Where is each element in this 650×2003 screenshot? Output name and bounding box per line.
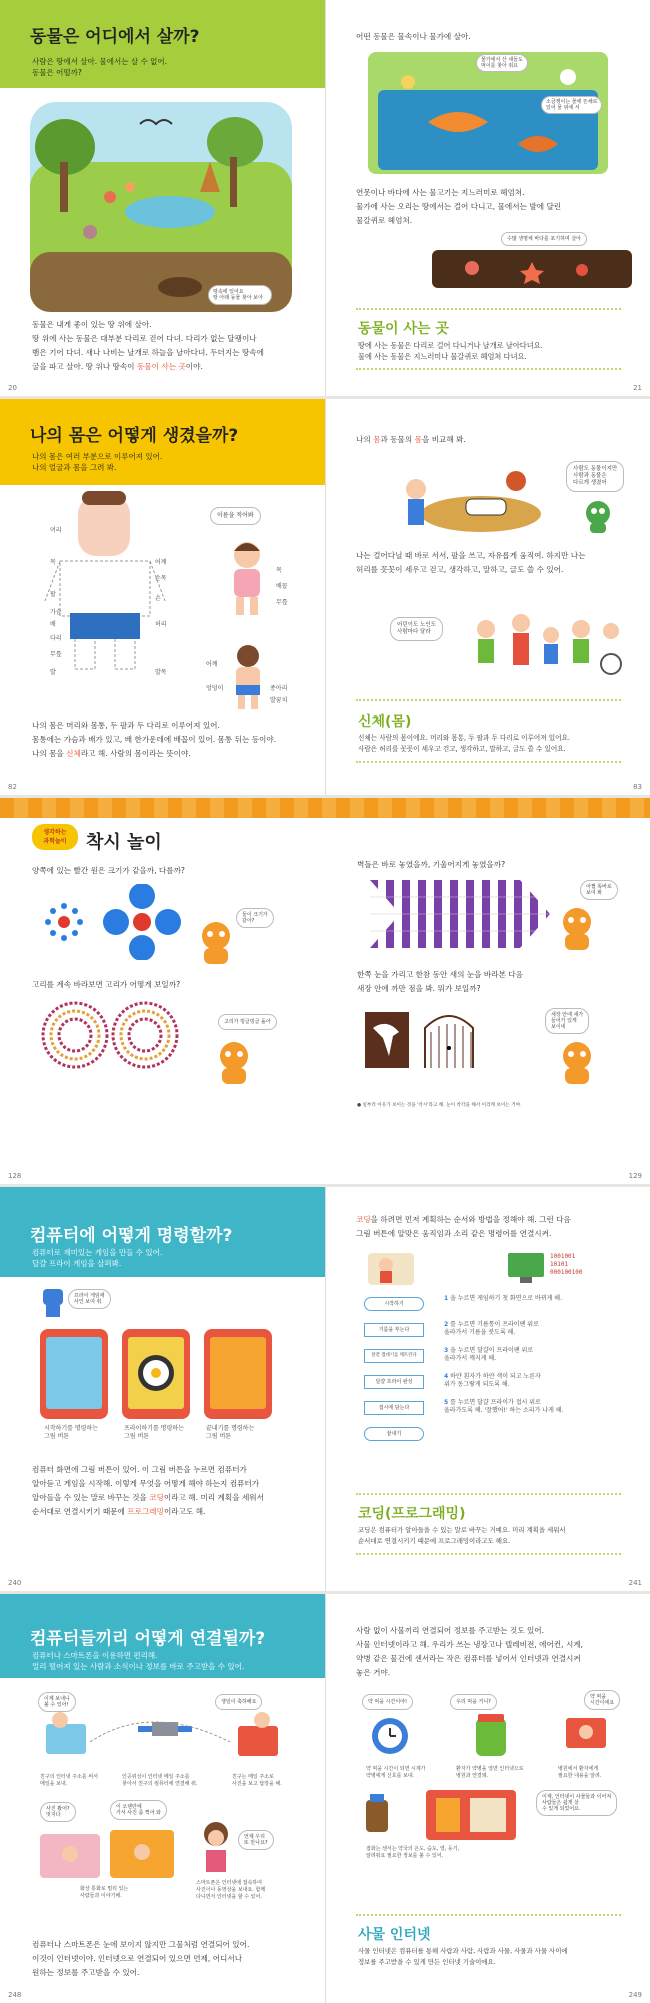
caption-clock	[366, 1766, 426, 1780]
page-number: 248	[8, 1991, 22, 1999]
step-4-text-2: 위가 동그랗게 되도록 해.	[444, 1381, 510, 1388]
flow-step-2: 기름을 부는다	[364, 1323, 424, 1337]
top-line-1: 사람 없이 사물끼리 연결되어 정보를 주고받는 것도 있어.	[356, 1626, 545, 1635]
people-illustration	[466, 609, 626, 679]
caption-satellite	[122, 1774, 198, 1788]
tablet-end-screen	[210, 1337, 266, 1409]
page-number: 129	[628, 1172, 642, 1180]
caption-smartphone-line-3: 다니면서 인터넷을 할 수 있어.	[196, 1894, 262, 1900]
page-title: 동물은 어디에서 살까?	[30, 27, 200, 47]
page-number: 83	[633, 783, 642, 791]
iot-bubble-3	[584, 1690, 620, 1710]
caption-videocall-line-1: 화상 통화로 멀리 있는	[80, 1886, 129, 1892]
page-number: 249	[628, 1991, 642, 1999]
page-83	[325, 399, 650, 795]
term-divider-top	[356, 308, 621, 310]
body-line-3-end: 이라고 해. 미리 계획을 세워서	[163, 1493, 264, 1502]
top-text-a: 나의	[356, 435, 374, 444]
step-4-text: 하얀 흰자가 하얀 색이 되고 노른자	[450, 1373, 541, 1380]
top-hl: 코딩	[356, 1215, 371, 1224]
habitat-illustration	[30, 102, 292, 312]
caption-start-line-2: 그림 버튼	[44, 1433, 70, 1440]
tablet-fry-screen	[128, 1337, 184, 1409]
pond-note-line-2: 먹이를 찾아 줘요	[481, 63, 518, 69]
caption-clock-line-2: 약병에게 신호를 보내.	[366, 1773, 415, 1779]
body-line-2: 몸통에는 가슴과 배가 있고, 배 한가운데에 배꼽이 있어. 몸통 뒤는 등이야.	[32, 735, 277, 744]
body-text-right	[356, 549, 641, 577]
compare-bubble-line-1: 사람도 동물이지만	[573, 466, 618, 472]
term-divider-bottom	[356, 1553, 621, 1555]
body-line-1: 컴퓨터 화면에 그림 버튼이 있어. 이 그림 버튼을 누르면 컴퓨터가	[32, 1465, 247, 1474]
page-title: 컴퓨터들끼리 어떻게 연결될까?	[30, 1629, 266, 1649]
tiger-mascot-icon-3	[557, 904, 597, 952]
animals-compare-illustration	[396, 459, 556, 539]
scene-note-line-2: 땅 아래 동물 찾아 보아	[213, 295, 263, 301]
computer-illustration	[506, 1251, 546, 1285]
compare-bubble-line-3: 다르게 생겼어	[573, 480, 607, 486]
body-line-1: 나의 몸은 머리와 몸통, 두 팔과 두 다리로 이루어져 있어.	[32, 721, 220, 730]
smartphone-girl-illustration	[196, 1820, 236, 1874]
step-1	[444, 1295, 562, 1303]
step-5	[444, 1399, 564, 1415]
label-wrist: 손목	[155, 575, 167, 582]
compare-bubble	[566, 461, 624, 492]
body-line-4-end: 이라고도 해.	[163, 1507, 206, 1516]
illusion-bubble-2: 고리가 빙글빙글 돌아	[218, 1014, 277, 1030]
people-bubble-line-1: 어린이도 노인도	[397, 622, 436, 628]
step-2-text: 를 누르면 기름통이 프라이팬 위로	[450, 1321, 539, 1328]
fried-egg-icon	[128, 1337, 184, 1409]
body-text	[32, 318, 302, 374]
girl-label-navel: 배꼽	[276, 583, 288, 590]
caption-smartphone-line-2: 사진이나 동영상을 보내요. 함께	[196, 1887, 266, 1893]
page-249	[325, 1594, 650, 2003]
body-line-4-text: 굴을 파고 살아. 땅 위나 땅속이	[32, 362, 137, 371]
net-bubble-4	[110, 1800, 167, 1820]
flow-step-4: 달걀 프라이 완성	[364, 1375, 424, 1389]
caption-pillbottle-line-1: 환자가 약병을 열면 인터넷으로	[456, 1766, 524, 1772]
body-line-3	[32, 1491, 317, 1505]
rotating-rings-illusion	[40, 1000, 180, 1070]
term-definition	[358, 1525, 618, 1547]
term-def-line-1: 땅에 사는 동물은 다리로 걸어 다니거나 날개로 날아다녀요.	[358, 341, 543, 350]
top-line-4: 놓은 거야.	[356, 1668, 391, 1677]
game-bubble-line-2: 사인 보여 줘	[74, 1299, 102, 1305]
illusion-bubble-3-line-2: 보여 봐	[586, 890, 603, 896]
illusion-bubble-3	[580, 880, 618, 900]
top-hl-1: 몸	[373, 435, 381, 444]
step-1-num: 1	[444, 1295, 449, 1302]
body-text	[32, 1463, 317, 1519]
label-arm: 팔	[50, 591, 56, 598]
top-text	[356, 433, 466, 447]
back-label-shoulder: 어깨	[206, 661, 218, 668]
illusion-bubble-4-line-2: 들어가 있게	[551, 1018, 577, 1024]
body-right-line-1: 연못이나 바다에 사는 물고기는 지느러미로 헤엄쳐.	[356, 188, 525, 197]
step-3-text-2: 올라가서 깨지게 해.	[444, 1355, 497, 1362]
page-129	[325, 798, 650, 1184]
page-248	[0, 1594, 325, 2003]
net-bubble-4-line-1: 이 오랜만에	[116, 1804, 142, 1810]
intro-line-1: 사람은 땅에서 살아. 물에서는 살 수 없어.	[32, 57, 167, 66]
net-bubble-3	[40, 1802, 76, 1822]
label-waist: 허리	[155, 621, 167, 628]
highlight-term: 신체	[66, 749, 81, 758]
caption-fry-line-2: 그림 버튼	[124, 1433, 150, 1440]
top-line-1-text: 을 하려면 먼저 계획하는 순서와 방법을 정해야 해. 그런 다음	[370, 1215, 571, 1224]
flow-step-5: 접시에 담는다	[364, 1401, 424, 1415]
page-title: 나의 몸은 어떻게 생겼을까?	[30, 426, 239, 446]
label-belly: 배	[50, 621, 56, 628]
illusion-bubble-4	[545, 1008, 589, 1034]
step-2-text-2: 올라가서 기름을 붓도록 해.	[444, 1329, 516, 1336]
iot-bubble-4-line-2: 사람들은 쉽게 살	[542, 1800, 579, 1806]
caption-satellite-line-2: 찾아서 친구의 컴퓨터에 연결해 줘.	[122, 1781, 198, 1787]
page-number: 20	[8, 384, 17, 392]
label-head: 머리	[50, 527, 62, 534]
seabed-illustration	[432, 250, 632, 288]
label-foot: 발	[50, 669, 56, 676]
spread-coding	[0, 1187, 650, 1591]
net-bubble-5-line-1: 언제 우리	[244, 1834, 265, 1840]
caption-start	[44, 1425, 98, 1441]
girl-label-knee: 무릎	[276, 599, 288, 606]
top-line-1	[356, 1213, 641, 1227]
iot-bubble-4-line-3: 수 있게 되었어요.	[542, 1806, 581, 1812]
planning-kid-illustration	[366, 1251, 416, 1287]
caption-pharmacy-line-2: 알려줘요 필요한 정보를 볼 수 있어.	[366, 1853, 444, 1859]
caption-fry-line-1: 프라이하기를 명령하는	[124, 1425, 184, 1432]
top-text	[356, 1213, 641, 1241]
net-bubble-1-line-1: 이제 보내니	[44, 1696, 70, 1702]
term-divider-bottom	[356, 761, 621, 763]
footnote: ● 일부러 이유가 보이는 것을 '착시'라고 해. 눈이 착각을 해서 이리케 보이는 거야.	[357, 1103, 522, 1108]
spread-body	[0, 399, 650, 795]
term-def-line-2: 정보를 주고받을 수 있게 만든 인터넷 기술이에요.	[358, 1958, 496, 1966]
caption-send	[40, 1774, 98, 1788]
scene-note-line-1: 땅속에 있어요	[213, 289, 244, 295]
page-number: 82	[8, 783, 17, 791]
caption-pillbottle-line-2: 병원과 연결돼.	[456, 1773, 489, 1779]
caption-hospital-line-2: 필요한 내용을 알려.	[558, 1773, 602, 1779]
tablet-start[interactable]	[40, 1329, 108, 1419]
question-4	[357, 968, 523, 996]
body-line-4	[32, 1505, 317, 1519]
term-title: 동물이 사는 곳	[358, 321, 449, 337]
robot-mascot-icon	[40, 1287, 66, 1317]
term-definition	[358, 733, 618, 755]
step-3-num: 3	[444, 1347, 449, 1354]
tiger-mascot-icon-4	[557, 1038, 597, 1086]
term-divider-top	[356, 1914, 621, 1916]
body-right-line-3: 물갈퀴로 헤엄쳐.	[356, 216, 413, 225]
term-def-line-1: 신체는 사람의 몸이에요. 머리와 몸통, 두 팔과 두 다리로 이루어져 있어요.	[358, 734, 570, 742]
top-text: 어떤 동물은 물속이나 물가에 살아.	[356, 32, 471, 41]
caption-end	[206, 1425, 254, 1441]
caption-hospital	[558, 1766, 601, 1780]
question-1: 양쪽에 있는 빨간 원은 크기가 같을까, 다를까?	[32, 866, 185, 875]
iot-bubble-4	[536, 1790, 617, 1816]
game-bubble	[68, 1289, 111, 1309]
spread-internet	[0, 1594, 650, 2003]
video-call-illustration	[40, 1826, 180, 1882]
label-chest: 가슴	[50, 609, 62, 616]
flow-step-1: 시작하기	[364, 1297, 424, 1311]
question-4-line-2: 새장 안에 까만 점을 봐. 뭐가 보일까?	[357, 984, 481, 993]
back-label-heel: 발꿈치	[270, 697, 288, 704]
step-3	[444, 1347, 533, 1363]
page-title: 컴퓨터에 어떻게 명령할까?	[30, 1226, 233, 1246]
badge-line-2: 과학놀이	[43, 838, 67, 845]
compare-bubble-line-2: 사람과 동물은	[573, 473, 607, 479]
body-line-4	[32, 360, 302, 374]
sea-note: 수많 생명체 바다를 포기하며 살아	[501, 232, 587, 246]
scene-note	[208, 285, 272, 305]
step-4-num: 4	[444, 1373, 449, 1380]
code-line-3: 000100100	[550, 1269, 583, 1276]
body-line-4-end: 이야.	[185, 362, 203, 371]
net-bubble-3-line-2: 멋지다	[46, 1812, 61, 1818]
label-hand: 손	[155, 595, 161, 602]
step-4	[444, 1373, 541, 1389]
game-bubble-line-1: 프라이 게임에	[74, 1293, 105, 1299]
cafe-wall-illusion	[370, 880, 550, 948]
pond-note2-line-2: 있어 물 위에 서	[546, 105, 580, 111]
top-line-2: 그림 버튼에 알맞은 움직임과 소리 같은 명령어를 연결시켜.	[356, 1229, 552, 1238]
flow-step-6: 끝내기	[364, 1427, 424, 1441]
tiger-mascot-icon	[196, 918, 236, 966]
body-line-2: 땅 위에 사는 동물은 대부분 다리로 걷어 다녀. 다리가 없는 달팽이나	[32, 334, 257, 343]
term-def-line-1: 사물 인터넷은 컴퓨터를 통해 사람과 사람, 사람과 사물, 사물과 사물 사이에	[358, 1947, 568, 1955]
term-title: 신체(몸)	[358, 714, 412, 730]
term-divider-top	[356, 1493, 621, 1495]
body-line-1: 컴퓨터나 스마트폰은 눈에 보이지 않지만 그물처럼 연결되어 있어.	[32, 1940, 250, 1949]
caption-send-line-2: 메일을 보내.	[40, 1781, 68, 1787]
body-outline-illustration	[40, 491, 190, 676]
page-240	[0, 1187, 325, 1591]
term-def-line-2: 순서대로 연결시키기 때문에 프로그래밍이라고도 해요.	[358, 1537, 511, 1545]
body-text	[32, 719, 317, 761]
code-text	[550, 1253, 583, 1277]
code-line-1: 1001001	[550, 1253, 576, 1260]
mascot-icon	[584, 499, 612, 533]
page-82	[0, 399, 325, 795]
caption-pharmacy-line-1: 접화는 센서는 약국의 온도, 습도, 열, 등기,	[366, 1846, 460, 1852]
caption-videocall-line-2: 사람들과 이야기해.	[80, 1893, 122, 1899]
term-title: 코딩(프로그래밍)	[358, 1506, 466, 1522]
email-scene-illustration	[40, 1712, 290, 1770]
step-2	[444, 1321, 539, 1337]
net-bubble-1-line-2: 볼 수 있어!	[44, 1702, 69, 1708]
caption-fry	[124, 1425, 184, 1441]
intro-line-1: 나의 몸은 여러 부분으로 이루어져 있어.	[32, 452, 163, 461]
back-label-hip: 엉덩이	[206, 685, 224, 692]
flow-step-3: 달걀 껍데기를 깨트린다	[364, 1349, 424, 1363]
science-play-badge	[32, 824, 78, 850]
term-def-line-2: 물에 사는 동물은 지느러미나 물갈퀴로 헤엄쳐 다녀요.	[358, 352, 527, 361]
body-line-3-end: 라고 해. 사람의 몸이라는 뜻이야.	[80, 749, 191, 758]
bird-afterimage-illustration	[365, 1008, 485, 1072]
body-line-2: 알아듣고 게임을 시작해. 이렇게 무엇을 어떻게 해야 하는지 컴퓨터가	[32, 1479, 260, 1488]
body-line-3	[32, 747, 317, 761]
illusion-bubble-4-line-3: 보이네	[551, 1024, 566, 1030]
label-ankle: 발목	[155, 669, 167, 676]
page-number: 240	[8, 1579, 22, 1587]
iot-bubble-3-line-2: 시간이에요	[590, 1700, 615, 1706]
term-definition	[358, 340, 618, 362]
body-line-1: 동물은 내게 좋이 있는 땅 위에 살아.	[32, 320, 152, 329]
caption-smartphone-line-1: 스마트폰은 인터넷에 접속하여	[196, 1880, 262, 1886]
caption-pharmacy	[366, 1846, 459, 1860]
term-def-line-2: 사람은 허리를 꼿꼿이 세우고 걷고, 생각하고, 말하고, 글도 쓸 수 있어요.	[358, 745, 566, 753]
intro-line-2: 나의 얼굴과 몸을 그려 봐.	[32, 463, 117, 472]
caption-satellite-line-1: 인공위성이 인터넷 메일 주소를	[122, 1774, 190, 1780]
body-text-right	[356, 186, 636, 228]
highlight-term: 동물이 사는 곳	[136, 362, 186, 371]
illusion-bubble-4-line-1: 새장 안에 새가	[551, 1012, 584, 1018]
net-bubble-5	[238, 1830, 274, 1850]
code-line-2: 10101	[550, 1261, 569, 1268]
back-label-calf: 종아리	[270, 685, 288, 692]
caption-start-line-1: 시작하기를 명령하는	[44, 1425, 99, 1432]
label-leg: 다리	[50, 635, 62, 642]
tablet-start-screen	[46, 1337, 102, 1409]
illusion-bubble-3-line-1: 어쩜 똑바로	[586, 884, 612, 890]
step-5-text: 를 누르면 달걀 프라이가 접시 위로	[450, 1399, 541, 1406]
page-241	[325, 1187, 650, 1591]
page-number: 241	[628, 1579, 642, 1587]
step-5-text-2: 올라가도록 해. '잘했어!' 하는 소리가 나게 해.	[444, 1407, 564, 1414]
page-128	[0, 798, 325, 1184]
step-2-num: 2	[444, 1321, 449, 1328]
question-3: 벽돌은 바로 놓였을까, 기울어지게 놓였을까?	[357, 860, 506, 869]
net-bubble-2: 생일이 축하해요	[215, 1694, 262, 1710]
caption-videocall	[80, 1886, 128, 1900]
body-line-3-text: 알아들을 수 있는 말로 바꾸는 것을	[32, 1493, 150, 1502]
child-back-illustration	[228, 643, 268, 713]
caption-hospital-line-1: 병원에서 환자에게	[558, 1766, 599, 1772]
label-neck: 목	[50, 559, 56, 566]
term-def-line-1: 코딩은 컴퓨터가 알아들을 수 있는 말로 바꾸는 거예요. 미리 계획을 세워서	[358, 1526, 566, 1534]
term-definition	[358, 1946, 618, 1968]
step-1-text: 을 누르면 게임하기 첫 화면으로 바뀌게 해.	[450, 1295, 562, 1302]
body-line-2: 이것이 인터넷이야. 인터넷으로 연결되어 있으면 언제, 어디서나	[32, 1954, 243, 1963]
body-text	[32, 1938, 317, 1980]
people-bubble-line-2: 사람마다 달라	[397, 629, 431, 635]
pond-note-2	[541, 96, 602, 114]
step-3-text: 을 누르면 달걀이 프라이팬 위로	[450, 1347, 534, 1354]
intro-line-1: 컴퓨터로 재미있는 게임을 만들 수 있어.	[32, 1248, 163, 1257]
net-bubble-5-line-2: 또 만나요?	[244, 1840, 268, 1846]
intro-line-2: 멀리 떨어져 있는 사람과 소식이나 정보를 바로 주고받을 수 있어.	[32, 1662, 245, 1671]
pond-note	[476, 54, 528, 72]
body-line-3: 원하는 정보를 주고받을 수 있어.	[32, 1968, 140, 1977]
page-number: 21	[633, 384, 642, 392]
body-line-3-text: 나의 몸을	[32, 749, 67, 758]
page-20	[0, 0, 325, 396]
net-bubble-4-line-2: 가서 사진 좀 찍어 와	[116, 1810, 161, 1816]
girl-illustration	[222, 539, 272, 619]
caption-send-line-1: 친구의 인터넷 주소를 써서	[40, 1774, 98, 1780]
question-4-line-1: 한쪽 눈을 가리고 한참 동안 새의 눈을 바라본 다음	[357, 970, 524, 979]
spread-animals	[0, 0, 650, 396]
term-title: 사물 인터넷	[358, 1927, 431, 1943]
iot-bubble-4-line-1: 이제, 인터넷이 사물들과 이어져	[542, 1794, 612, 1800]
caption-reply	[232, 1774, 282, 1788]
tiger-mascot-icon-2	[214, 1038, 254, 1086]
intro-line-2: 동물은 어떨까?	[32, 68, 82, 77]
iot-bubble-1: 약 먹을 시간이야!	[362, 1694, 413, 1710]
caption-clock-line-1: 약 먹을 시간이 되면 시계가	[366, 1766, 426, 1772]
caption-end-line-2: 그림 버튼	[206, 1433, 232, 1440]
body-right-line-1: 나는 걸어다닐 때 바로 서서, 팔을 쓰고, 자유롭게 움직여. 하지만 나는	[356, 551, 586, 560]
pharmacy-illustration	[366, 1790, 526, 1840]
spread-illusion	[0, 798, 650, 1184]
name-bubble: 이름을 적어봐	[210, 507, 261, 525]
illusion-bubble-1	[236, 908, 274, 928]
caption-end-line-1: 끝내기를 명령하는	[206, 1425, 255, 1432]
top-line-2: 사물 인터넷이라고 해. 우리가 쓰는 냉장고나 텔레비전, 에어컨, 시계,	[356, 1640, 584, 1649]
illusion-bubble-1-line-2: 같아?	[242, 918, 255, 924]
intro-line-1: 컴퓨터나 스마트폰을 이용하면 편리해.	[32, 1651, 158, 1660]
iot-bubble-3-line-1: 약 먹을	[590, 1694, 607, 1700]
ebbinghaus-illusion	[32, 884, 192, 960]
term-divider-top	[356, 699, 621, 701]
people-bubble	[390, 617, 443, 641]
illusion-bubble-1-line-1: 둘이 크기가	[242, 912, 268, 918]
highlight-term: 코딩	[149, 1493, 164, 1502]
top-text	[356, 1624, 644, 1680]
question-2: 고리를 계속 바라보면 고리가 어떻게 보일까?	[32, 980, 181, 989]
caption-reply-line-1: 친구는 메일 주소로	[232, 1774, 274, 1780]
caption-reply-line-2: 사진을 보고 답장을 해.	[232, 1781, 282, 1787]
body-line-3: 뱀은 기어 다녀. 새나 나비는 날개로 하늘을 날아다녀. 두더지는 땅속에	[32, 348, 264, 357]
top-hl-2: 몸	[414, 435, 422, 444]
tablet-fry[interactable]	[122, 1329, 190, 1419]
step-5-num: 5	[444, 1399, 449, 1406]
body-line-4-text: 순서대로 연결시키기 때문에	[32, 1507, 128, 1516]
girl-label-neck: 목	[276, 567, 282, 574]
badge-line-1: 생각하는	[43, 829, 67, 836]
page-number: 128	[8, 1172, 22, 1180]
highlight-term-2: 프로그래밍	[127, 1507, 164, 1516]
top-text-c: 을 비교해 봐.	[421, 435, 466, 444]
body-right-line-2: 물가에 사는 오리는 땅에서는 걸어 다니고, 물에서는 발에 달린	[356, 202, 562, 211]
page-21	[325, 0, 650, 396]
iot-devices-illustration	[366, 1712, 616, 1760]
label-shoulder: 어깨	[155, 559, 167, 566]
top-text-b: 과 동물의	[380, 435, 415, 444]
tablet-end[interactable]	[204, 1329, 272, 1419]
net-bubble-3-line-1: 사진 봤어?	[46, 1806, 70, 1812]
net-bubble-1	[38, 1692, 76, 1712]
pond-note-line-1: 물가에서 산 새들도	[481, 57, 523, 63]
label-knee: 무릎	[50, 651, 62, 658]
caption-pillbottle	[456, 1766, 524, 1780]
iot-bubble-2: 우리 먹을 거니?	[450, 1694, 497, 1710]
intro-line-2: 달걀 프라이 게임을 살펴봐.	[32, 1259, 122, 1268]
caption-smartphone	[196, 1880, 265, 1901]
term-divider-bottom	[356, 368, 621, 370]
top-line-3: 약병 같은 물건에 센서라는 작은 컴퓨터를 넣어서 인터넷과 연결시켜	[356, 1654, 581, 1663]
body-right-line-2: 허리를 꼿꼿이 세우고 걷고, 생각하고, 말하고, 글도 쓸 수 있어.	[356, 565, 564, 574]
page-title: 착시 놀이	[86, 832, 162, 853]
pond-note2-line-1: 소금쟁이는 물에 뜬채로	[546, 99, 598, 105]
